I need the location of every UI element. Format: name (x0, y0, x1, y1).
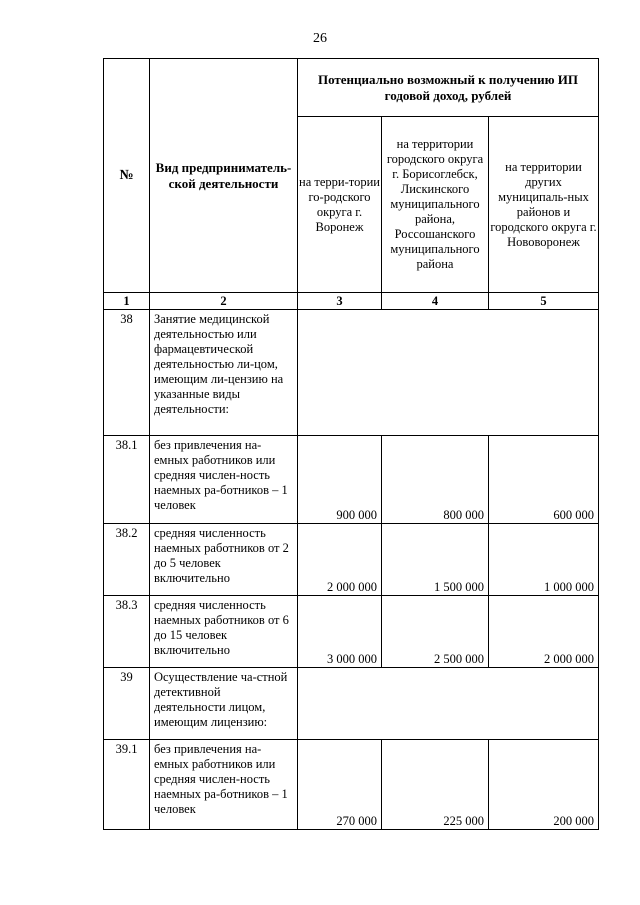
header-income-title: Потенциально возможный к получению ИП годовой доход, рублей (298, 59, 599, 117)
table-row-38-2 (104, 524, 599, 596)
merged-empty-cell (298, 310, 599, 436)
activity-name: без привлечения на-емных работников или средняя числен-ность наемных ра-ботников – 1 человек (150, 740, 298, 830)
income-borisoglebsk: 2 500 000 (382, 596, 489, 668)
column-number-3: 3 (298, 293, 382, 310)
income-other-districts: 200 000 (489, 740, 599, 830)
row-number: 38.2 (104, 524, 150, 596)
income-voronezh: 270 000 (298, 740, 382, 830)
income-borisoglebsk: 1 500 000 (382, 524, 489, 596)
income-voronezh: 2 000 000 (298, 524, 382, 596)
page-number: 26 (313, 31, 327, 46)
header-other-districts: на территории других муниципаль-ных районов и городского округа г. Нововоронеж (489, 117, 599, 293)
income-voronezh: 3 000 000 (298, 596, 382, 668)
income-other-districts: 600 000 (489, 436, 599, 524)
row-number: 38 (104, 310, 150, 436)
table-row-39-1 (104, 740, 599, 830)
income-other-districts: 2 000 000 (489, 596, 599, 668)
header-number: № (104, 59, 150, 293)
activity-name: без привлечения на-емных работников или средняя числен-ность наемных ра-ботников – 1 человек (150, 436, 298, 524)
header-activity-kind: Вид предприниматель-ской деятельности (150, 59, 298, 293)
table-row-38 (104, 310, 599, 436)
table-row-38-1 (104, 436, 599, 524)
merged-empty-cell (298, 668, 599, 740)
column-number-5: 5 (489, 293, 599, 310)
table-row-39 (104, 668, 599, 740)
column-number-1: 1 (104, 293, 150, 310)
income-voronezh: 900 000 (298, 436, 382, 524)
income-other-districts: 1 000 000 (489, 524, 599, 596)
activity-name: средняя численность наемных работников от 6 до 15 человек включительно (150, 596, 298, 668)
income-borisoglebsk: 225 000 (382, 740, 489, 830)
row-number: 39.1 (104, 740, 150, 830)
activity-name: средняя численность наемных работников от 2 до 5 человек включительно (150, 524, 298, 596)
header-voronezh: на терри-тории го-родского округа г. Воронеж (298, 117, 382, 293)
row-number: 39 (104, 668, 150, 740)
column-numbers-row (104, 293, 599, 310)
income-borisoglebsk: 800 000 (382, 436, 489, 524)
column-number-4: 4 (382, 293, 489, 310)
header-row-top (104, 59, 599, 117)
table-row-38-3 (104, 596, 599, 668)
activity-name: Занятие медицинской деятельностью или фармацевтической деятельностью ли-цом, имеющим ли-цензию на указанные виды деятельности: (150, 310, 298, 436)
row-number: 38.3 (104, 596, 150, 668)
column-number-2: 2 (150, 293, 298, 310)
activity-name: Осуществление ча-стной детективной деятельности лицом, имеющим лицензию: (150, 668, 298, 740)
header-borisoglebsk: на территории городского округа г. Борисоглебск, Лискинского муниципального района, Россошанского муниципального района (382, 117, 489, 293)
row-number: 38.1 (104, 436, 150, 524)
income-table (103, 58, 599, 830)
